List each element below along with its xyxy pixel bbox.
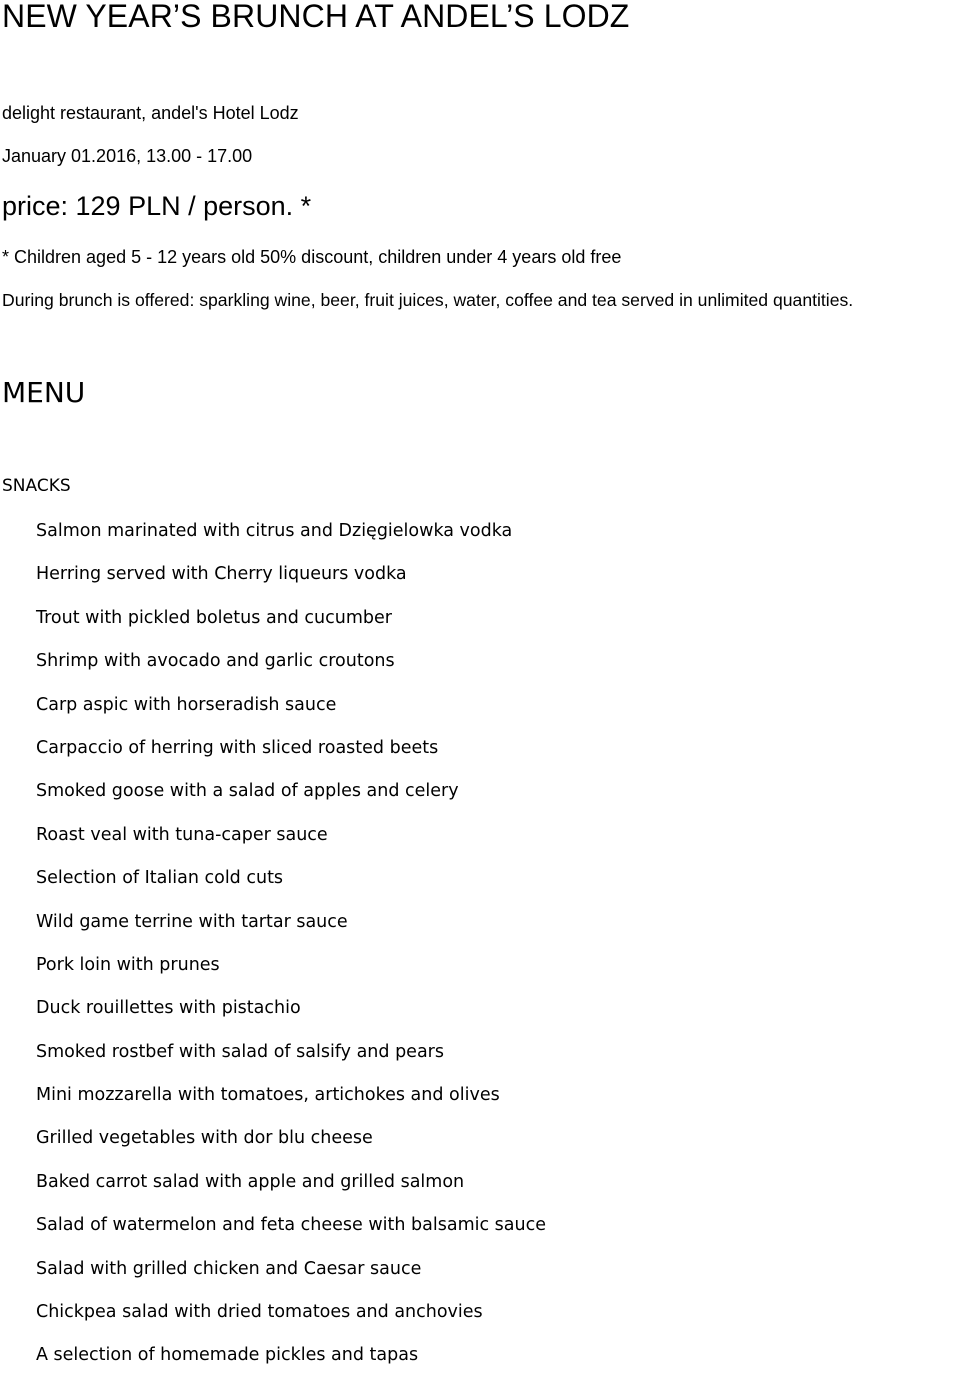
list-item: Mini mozzarella with tomatoes, artichokes and olives: [36, 1085, 500, 1106]
list-item: Duck rouillettes with pistachio: [36, 998, 301, 1019]
list-item: Herring served with Cherry liqueurs vodka: [36, 564, 407, 585]
list-item: Smoked goose with a salad of apples and celery: [36, 781, 459, 802]
drinks-offered-note: During brunch is offered: sparkling wine, beer, fruit juices, water, coffee and tea served in unlimited quantities.: [2, 290, 854, 310]
date-line: January 01.2016, 13.00 - 17.00: [2, 146, 253, 166]
list-item: Wild game terrine with tartar sauce: [36, 911, 348, 932]
list-item: Carp aspic with horseradish sauce: [36, 694, 337, 715]
children-discount-note: * Children aged 5 - 12 years old 50% discount, children under 4 years old free: [2, 247, 622, 267]
list-item: Smoked rostbef with salad of salsify and pears: [36, 1041, 444, 1062]
list-item: A selection of homemade pickles and tapas: [36, 1345, 419, 1366]
list-item: Selection of Italian cold cuts: [36, 868, 284, 889]
venue-line: delight restaurant, andel's Hotel Lodz: [2, 103, 299, 123]
list-item: Salmon marinated with citrus and Dzięgielowka vodka: [36, 521, 513, 541]
list-item: Salad of watermelon and feta cheese with balsamic sauce: [36, 1215, 547, 1236]
list-item: Salad with grilled chicken and Caesar sauce: [36, 1258, 422, 1279]
list-item: Baked carrot salad with apple and grilled salmon: [36, 1171, 465, 1192]
price-line: price: 129 PLN / person. *: [2, 191, 312, 221]
snacks-list: [36, 520, 546, 1388]
list-item: Trout with pickled boletus and cucumber: [36, 607, 392, 628]
list-item: Pork loin with prunes: [36, 954, 220, 975]
page-title: NEW YEAR’S BRUNCH AT ANDEL’S LODZ: [2, 0, 630, 34]
list-item: Shrimp with avocado and garlic croutons: [36, 651, 395, 672]
list-item: Grilled vegetables with dor blu cheese: [36, 1128, 373, 1149]
menu-heading: MENU: [2, 376, 86, 409]
list-item: Chickpea salad with dried tomatoes and anchovies: [36, 1302, 483, 1323]
list-item: Carpaccio of herring with sliced roasted beets: [36, 737, 439, 758]
list-item: Roast veal with tuna-caper sauce: [36, 824, 328, 845]
section-heading-snacks: SNACKS: [2, 476, 71, 496]
